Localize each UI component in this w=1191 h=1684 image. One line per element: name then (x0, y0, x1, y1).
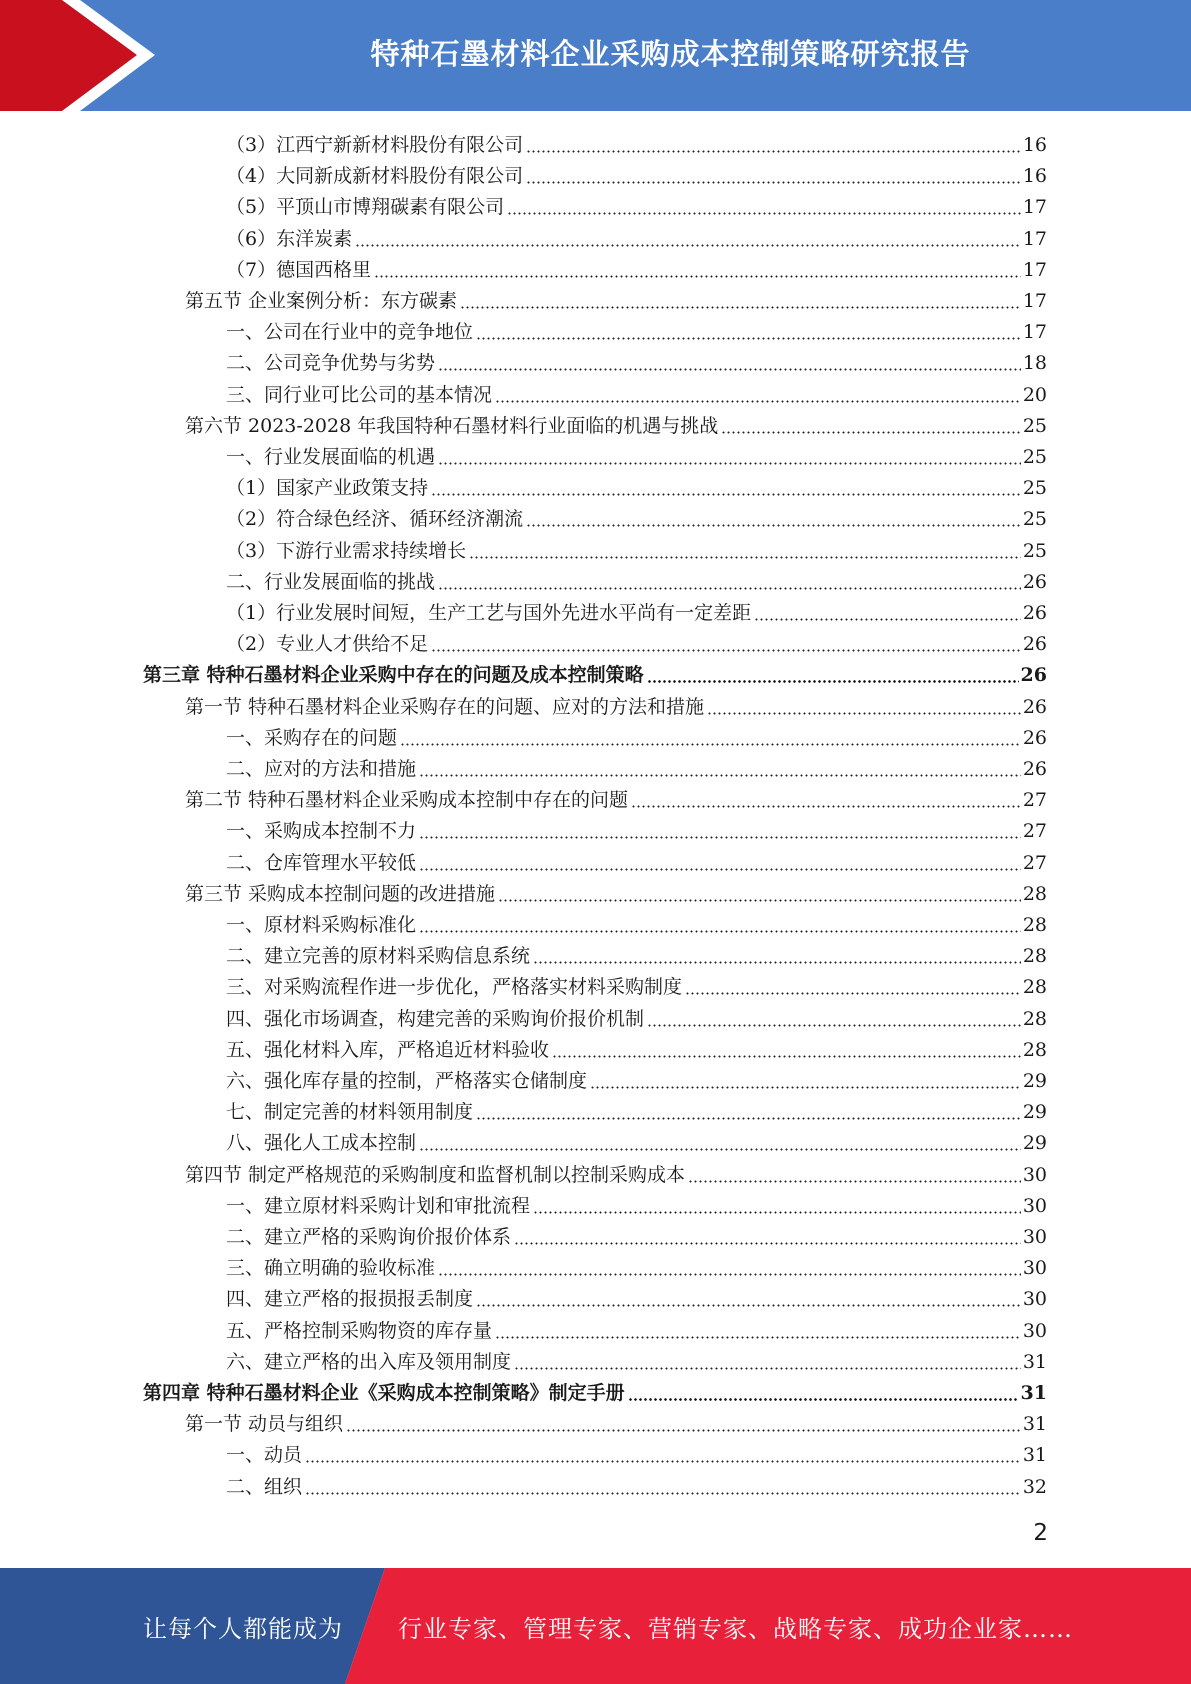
toc-entry-page: 17 (1022, 258, 1047, 281)
toc-entry-page: 26 (1022, 758, 1047, 780)
toc-entry-page: 29 (1022, 1101, 1047, 1124)
toc-dot-leader (721, 414, 1021, 434)
toc-entry[interactable] (226, 938, 1047, 968)
toc-entry-title: （2）符合绿色经济、循环经济潮流 (226, 508, 524, 531)
toc-entry[interactable] (185, 1157, 1047, 1187)
toc-dot-leader (438, 445, 1021, 465)
toc-entry-title: 五、严格控制采购物资的库存量 (226, 1319, 493, 1342)
toc-entry[interactable] (226, 1313, 1047, 1343)
toc-dot-leader (533, 944, 1021, 964)
toc-entry-page: 31 (1022, 1444, 1047, 1467)
toc-entry-title: 一、采购成本控制不力 (226, 820, 417, 843)
toc-dot-leader (647, 1007, 1021, 1027)
toc-entry-title: 第六节 2023-2028 年我国特种石墨材料行业面临的机遇与挑战 (185, 414, 719, 437)
toc-entry-page: 30 (1022, 1163, 1047, 1186)
toc-entry-page: 28 (1022, 1007, 1047, 1030)
toc-entry-title: （2）专业人才供给不足 (226, 633, 429, 656)
toc-entry-page: 27 (1022, 820, 1047, 843)
toc-dot-leader (438, 351, 1021, 371)
toc-entry-title: 第一节 动员与组织 (185, 1413, 344, 1436)
toc-entry[interactable] (226, 158, 1047, 188)
toc-dot-leader (507, 195, 1021, 215)
toc-dot-leader (590, 1069, 1021, 1089)
toc-entry-title: 一、行业发展面临的机遇 (226, 446, 436, 468)
toc-entry-page: 17 (1022, 321, 1047, 344)
toc-entry-title: 一、原材料采购标准化 (226, 914, 417, 936)
toc-dot-leader (476, 320, 1021, 340)
toc-entry-page: 30 (1022, 1319, 1047, 1342)
toc-entry[interactable] (185, 782, 1047, 812)
toc-entry-title: 三、确立明确的验收标准 (226, 1257, 436, 1280)
toc-dot-leader (476, 1100, 1021, 1120)
toc-dot-leader (419, 1131, 1021, 1151)
toc-entry[interactable] (226, 345, 1047, 375)
footer-roles: 行业专家、管理专家、营销专家、战略专家、成功企业家…… (398, 1614, 1073, 1643)
toc-entry[interactable] (226, 845, 1047, 875)
toc-entry-page: 29 (1022, 1132, 1047, 1155)
toc-entry-page: 29 (1022, 1070, 1047, 1092)
toc-entry[interactable] (226, 1032, 1047, 1062)
toc-entry-title: 二、公司竞争优势与劣势 (226, 352, 436, 375)
toc-entry-title: （3）下游行业需求持续增长 (226, 539, 467, 562)
toc-entry-title: 第四章 特种石墨材料企业《采购成本控制策略》制定手册 (143, 1382, 625, 1404)
toc-dot-leader (526, 507, 1021, 527)
toc-entry-title: 第三节 采购成本控制问题的改进措施 (185, 882, 496, 905)
toc-entry-page: 31 (1022, 1413, 1047, 1436)
toc-entry-page: 26 (1020, 664, 1047, 687)
toc-entry-page: 26 (1022, 602, 1047, 624)
toc-entry-title: 二、组织 (226, 1475, 303, 1498)
toc-entry[interactable] (185, 876, 1047, 906)
toc-dot-leader (305, 1475, 1021, 1495)
page-number: 2 (1033, 1520, 1048, 1546)
toc-entry-title: 一、采购存在的问题 (226, 726, 398, 749)
toc-dot-leader (526, 133, 1021, 153)
toc-dot-leader (438, 1256, 1021, 1276)
toc-entry-title: 五、强化材料入库，严格追近材料验收 (226, 1038, 550, 1061)
toc-entry-title: （7）德国西格里 (226, 258, 372, 281)
toc-entry-page: 31 (1022, 1350, 1047, 1373)
toc-entry[interactable] (226, 221, 1047, 251)
toc-dot-leader (431, 632, 1021, 652)
toc-dot-leader (552, 1038, 1021, 1058)
toc-entry[interactable] (226, 969, 1047, 999)
toc-entry-title: 三、同行业可比公司的基本情况 (226, 383, 493, 406)
toc-entry-page: 28 (1022, 882, 1047, 905)
toc-entry-page: 25 (1022, 414, 1047, 437)
toc-entry[interactable] (226, 439, 1047, 469)
report-title: 特种石墨材料企业采购成本控制策略研究报告 (370, 36, 971, 71)
toc-entry-page: 28 (1022, 914, 1047, 936)
toc-dot-leader (346, 1412, 1021, 1432)
toc-entry-title: 二、行业发展面临的挑战 (226, 570, 436, 593)
toc-dot-leader (400, 726, 1021, 746)
toc-entry[interactable] (226, 720, 1047, 750)
toc-dot-leader (685, 975, 1021, 995)
toc-entry-page: 26 (1022, 695, 1047, 718)
toc-dot-leader (355, 227, 1021, 247)
toc-entry-title: 一、公司在行业中的竞争地位 (226, 321, 474, 344)
toc-entry[interactable] (226, 314, 1047, 344)
toc-entry[interactable] (226, 1063, 1047, 1093)
toc-entry-page: 18 (1022, 352, 1047, 375)
toc-dot-leader (514, 1225, 1021, 1245)
toc-entry[interactable] (226, 1219, 1047, 1249)
toc-entry[interactable] (226, 1281, 1047, 1311)
toc-entry[interactable] (143, 1375, 1047, 1405)
toc-entry-page: 17 (1022, 290, 1047, 312)
toc-entry-page: 25 (1022, 446, 1047, 468)
toc-entry-title: （4）大同新成新材料股份有限公司 (226, 165, 524, 188)
toc-entry[interactable] (226, 907, 1047, 937)
chevron-arrow-icon (0, 0, 160, 111)
toc-dot-leader (469, 539, 1021, 559)
toc-entry-title: 二、仓库管理水平较低 (226, 851, 417, 874)
toc-dot-leader (438, 570, 1021, 590)
toc-entry-page: 17 (1022, 227, 1047, 250)
toc-entry[interactable] (226, 1437, 1047, 1467)
toc-entry-page: 16 (1022, 165, 1047, 188)
toc-entry[interactable] (226, 595, 1047, 625)
toc-entry-page: 26 (1022, 726, 1047, 749)
toc-entry-page: 26 (1022, 633, 1047, 656)
toc-entry-title: 二、建立严格的采购询价报价体系 (226, 1226, 512, 1248)
toc-dot-leader (419, 757, 1021, 777)
toc-dot-leader (419, 819, 1021, 839)
toc-entry-page: 25 (1022, 508, 1047, 531)
toc-entry[interactable] (185, 689, 1047, 719)
toc-dot-leader (628, 1381, 1019, 1401)
toc-entry-title: 二、建立完善的原材料采购信息系统 (226, 945, 531, 968)
toc-dot-leader (754, 601, 1021, 621)
toc-dot-leader (514, 1350, 1021, 1370)
toc-entry[interactable] (226, 377, 1047, 407)
toc-entry-title: 第四节 制定严格规范的采购制度和监督机制以控制采购成本 (185, 1163, 686, 1186)
toc-entry[interactable] (226, 1094, 1047, 1124)
toc-entry-page: 32 (1022, 1475, 1047, 1498)
toc-entry-page: 25 (1022, 539, 1047, 562)
toc-entry[interactable] (226, 501, 1047, 531)
toc-entry-page: 30 (1022, 1226, 1047, 1248)
toc-entry-title: （6）东洋炭素 (226, 227, 353, 250)
toc-entry-page: 28 (1022, 1038, 1047, 1061)
toc-entry[interactable] (226, 751, 1047, 781)
toc-dot-leader (431, 476, 1021, 496)
toc-entry-page: 30 (1022, 1288, 1047, 1311)
toc-dot-leader (476, 1287, 1021, 1307)
toc-entry-title: 第三章 特种石墨材料企业采购中存在的问题及成本控制策略 (143, 664, 644, 687)
toc-entry-title: 六、强化库存量的控制，严格落实仓储制度 (226, 1070, 588, 1092)
toc-dot-leader (419, 913, 1021, 933)
footer-banner (0, 1568, 1191, 1684)
toc-dot-leader (526, 164, 1021, 184)
toc-dot-leader (460, 289, 1021, 309)
toc-entry[interactable] (226, 1188, 1047, 1218)
toc-entry-page: 26 (1022, 570, 1047, 593)
toc-entry-title: （1）国家产业政策支持 (226, 477, 429, 500)
toc-dot-leader (495, 383, 1021, 403)
toc-entry-page: 31 (1020, 1382, 1047, 1404)
toc-entry[interactable] (226, 564, 1047, 594)
toc-entry[interactable] (226, 813, 1047, 843)
toc-entry-page: 25 (1022, 477, 1047, 500)
toc-dot-leader (374, 258, 1021, 278)
toc-entry[interactable] (226, 626, 1047, 656)
toc-entry[interactable] (226, 1125, 1047, 1155)
toc-entry[interactable] (226, 533, 1047, 563)
toc-entry[interactable] (226, 1001, 1047, 1031)
toc-entry-page: 27 (1022, 851, 1047, 874)
toc-entry[interactable] (226, 1344, 1047, 1374)
toc-entry-title: 二、应对的方法和措施 (226, 758, 417, 780)
toc-dot-leader (495, 1319, 1021, 1339)
toc-entry[interactable] (226, 1469, 1047, 1499)
toc-dot-leader (419, 851, 1021, 871)
toc-entry-title: 一、建立原材料采购计划和审批流程 (226, 1194, 531, 1217)
toc-entry-page: 30 (1022, 1257, 1047, 1280)
toc-entry-page: 17 (1022, 196, 1047, 219)
toc-entry-page: 28 (1022, 976, 1047, 999)
toc-entry[interactable] (226, 127, 1047, 157)
toc-entry-page: 30 (1022, 1194, 1047, 1217)
toc-dot-leader (688, 1163, 1021, 1183)
toc-entry-page: 20 (1022, 383, 1047, 406)
toc-entry-title: 七、制定完善的材料领用制度 (226, 1101, 474, 1124)
footer-slogan: 让每个人都能成为 (143, 1614, 343, 1643)
toc-entry[interactable] (226, 470, 1047, 500)
toc-entry[interactable] (185, 283, 1047, 313)
toc-dot-leader (533, 1194, 1021, 1214)
toc-entry[interactable] (185, 408, 1047, 438)
toc-dot-leader (631, 788, 1021, 808)
toc-entry[interactable] (143, 657, 1047, 687)
toc-dot-leader (647, 663, 1019, 683)
toc-entry-title: 三、对采购流程作进一步优化，严格落实材料采购制度 (226, 976, 683, 999)
toc-entry-page: 27 (1022, 789, 1047, 812)
toc-entry-title: 第二节 特种石墨材料企业采购成本控制中存在的问题 (185, 789, 629, 812)
toc-entry[interactable] (226, 1250, 1047, 1280)
toc-entry-title: 四、建立严格的报损报丢制度 (226, 1288, 474, 1311)
header-banner (0, 0, 1191, 111)
toc-entry-page: 16 (1022, 134, 1047, 156)
toc-entry-title: （1）行业发展时间短，生产工艺与国外先进水平尚有一定差距 (226, 602, 752, 624)
toc-entry-title: （5）平顶山市博翔碳素有限公司 (226, 196, 505, 219)
toc-entry-page: 28 (1022, 945, 1047, 968)
toc-entry-title: 八、强化人工成本控制 (226, 1132, 417, 1155)
toc-dot-leader (498, 882, 1021, 902)
toc-entry-title: 第五节 企业案例分析：东方碳素 (185, 290, 458, 312)
toc-entry-title: 六、建立严格的出入库及领用制度 (226, 1350, 512, 1373)
toc-entry[interactable] (226, 252, 1047, 282)
toc-entry-title: 一、动员 (226, 1444, 303, 1467)
toc-entry[interactable] (185, 1406, 1047, 1436)
toc-dot-leader (707, 695, 1021, 715)
toc-entry[interactable] (226, 189, 1047, 219)
toc-dot-leader (305, 1443, 1021, 1463)
toc-entry-title: （3）江西宁新新材料股份有限公司 (226, 134, 524, 156)
toc-entry-title: 四、强化市场调查，构建完善的采购询价报价机制 (226, 1007, 645, 1030)
toc-entry-title: 第一节 特种石墨材料企业采购存在的问题、应对的方法和措施 (185, 695, 705, 718)
